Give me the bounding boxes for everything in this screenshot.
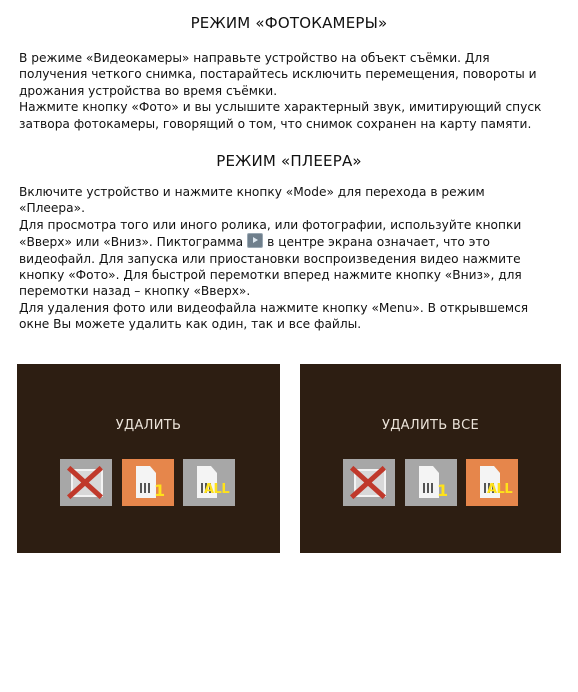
text-line: перемотки назад – кнопку «Вверх». — [19, 284, 251, 299]
text-line: Для удаления фото или видеофайла нажмите кнопку «Menu». В открывшемся — [19, 300, 529, 315]
text-line: Нажмите кнопку «Фото» и вы услышите характерный звук, имитирующий спуск — [19, 100, 542, 115]
delete-all-menu-screen — [300, 364, 561, 553]
delete-all-option[interactable] — [466, 459, 518, 506]
all-label: ALL — [487, 482, 513, 497]
photo-mode-text — [19, 50, 567, 132]
player-mode-text — [19, 184, 567, 333]
delete-one-option[interactable] — [122, 459, 174, 506]
text-line: видеофайл. Для запуска или приостановки воспроизведения видео нажмите — [19, 251, 521, 266]
memory-card-icon — [419, 466, 439, 498]
card-pins — [423, 483, 435, 493]
screen-title: УДАЛИТЬ — [115, 418, 182, 433]
delete-one-option[interactable] — [405, 459, 457, 506]
text-line: затвора фотокамеры, говорящий о том, что снимок сохранен на карту памяти. — [19, 116, 532, 131]
text-line: Включите устройство и нажмите кнопку «Mode» для перехода в режим — [19, 185, 485, 199]
delete-menu-screen — [17, 364, 280, 553]
one-label: 1 — [154, 481, 166, 500]
one-label: 1 — [437, 481, 449, 500]
text-line: В режиме «Видеокамеры» направьте устройство на объект съёмки. Для — [19, 51, 490, 65]
all-label: ALL — [204, 482, 230, 497]
card-pins — [140, 483, 152, 493]
text-fragment: «Вверх» или «Вниз». Пиктограмма — [19, 235, 244, 250]
delete-all-option[interactable] — [183, 459, 235, 506]
video-file-icon — [247, 233, 263, 248]
screen-title: УДАЛИТЬ ВСЕ — [382, 418, 479, 433]
text-line: дрожания устройства во время съёмки. — [19, 83, 278, 98]
text-fragment: в центре экрана означает, что это — [267, 235, 491, 250]
text-line: Для просмотра того или иного ролика, или фотографии, используйте кнопки — [19, 217, 522, 232]
text-line: получения четкого снимка, постарайтесь исключить перемещения, повороты и — [19, 67, 537, 82]
delete-photo-option[interactable] — [343, 459, 395, 506]
photo-mode-heading: РЕЖИМ «ФОТОКАМЕРЫ» — [190, 14, 388, 32]
text-line: «Плеера». — [19, 201, 85, 216]
player-mode-heading: РЕЖИМ «ПЛЕЕРА» — [216, 152, 362, 170]
memory-card-icon — [136, 466, 156, 498]
text-line: кнопку «Фото». Для быстрой перемотки вперед нажмите кнопку «Вниз», для — [19, 268, 522, 283]
text-line-with-icon — [19, 233, 567, 250]
delete-photo-option[interactable] — [60, 459, 112, 506]
text-line: окне Вы можете удалить как один, так и все файлы. — [19, 317, 362, 332]
